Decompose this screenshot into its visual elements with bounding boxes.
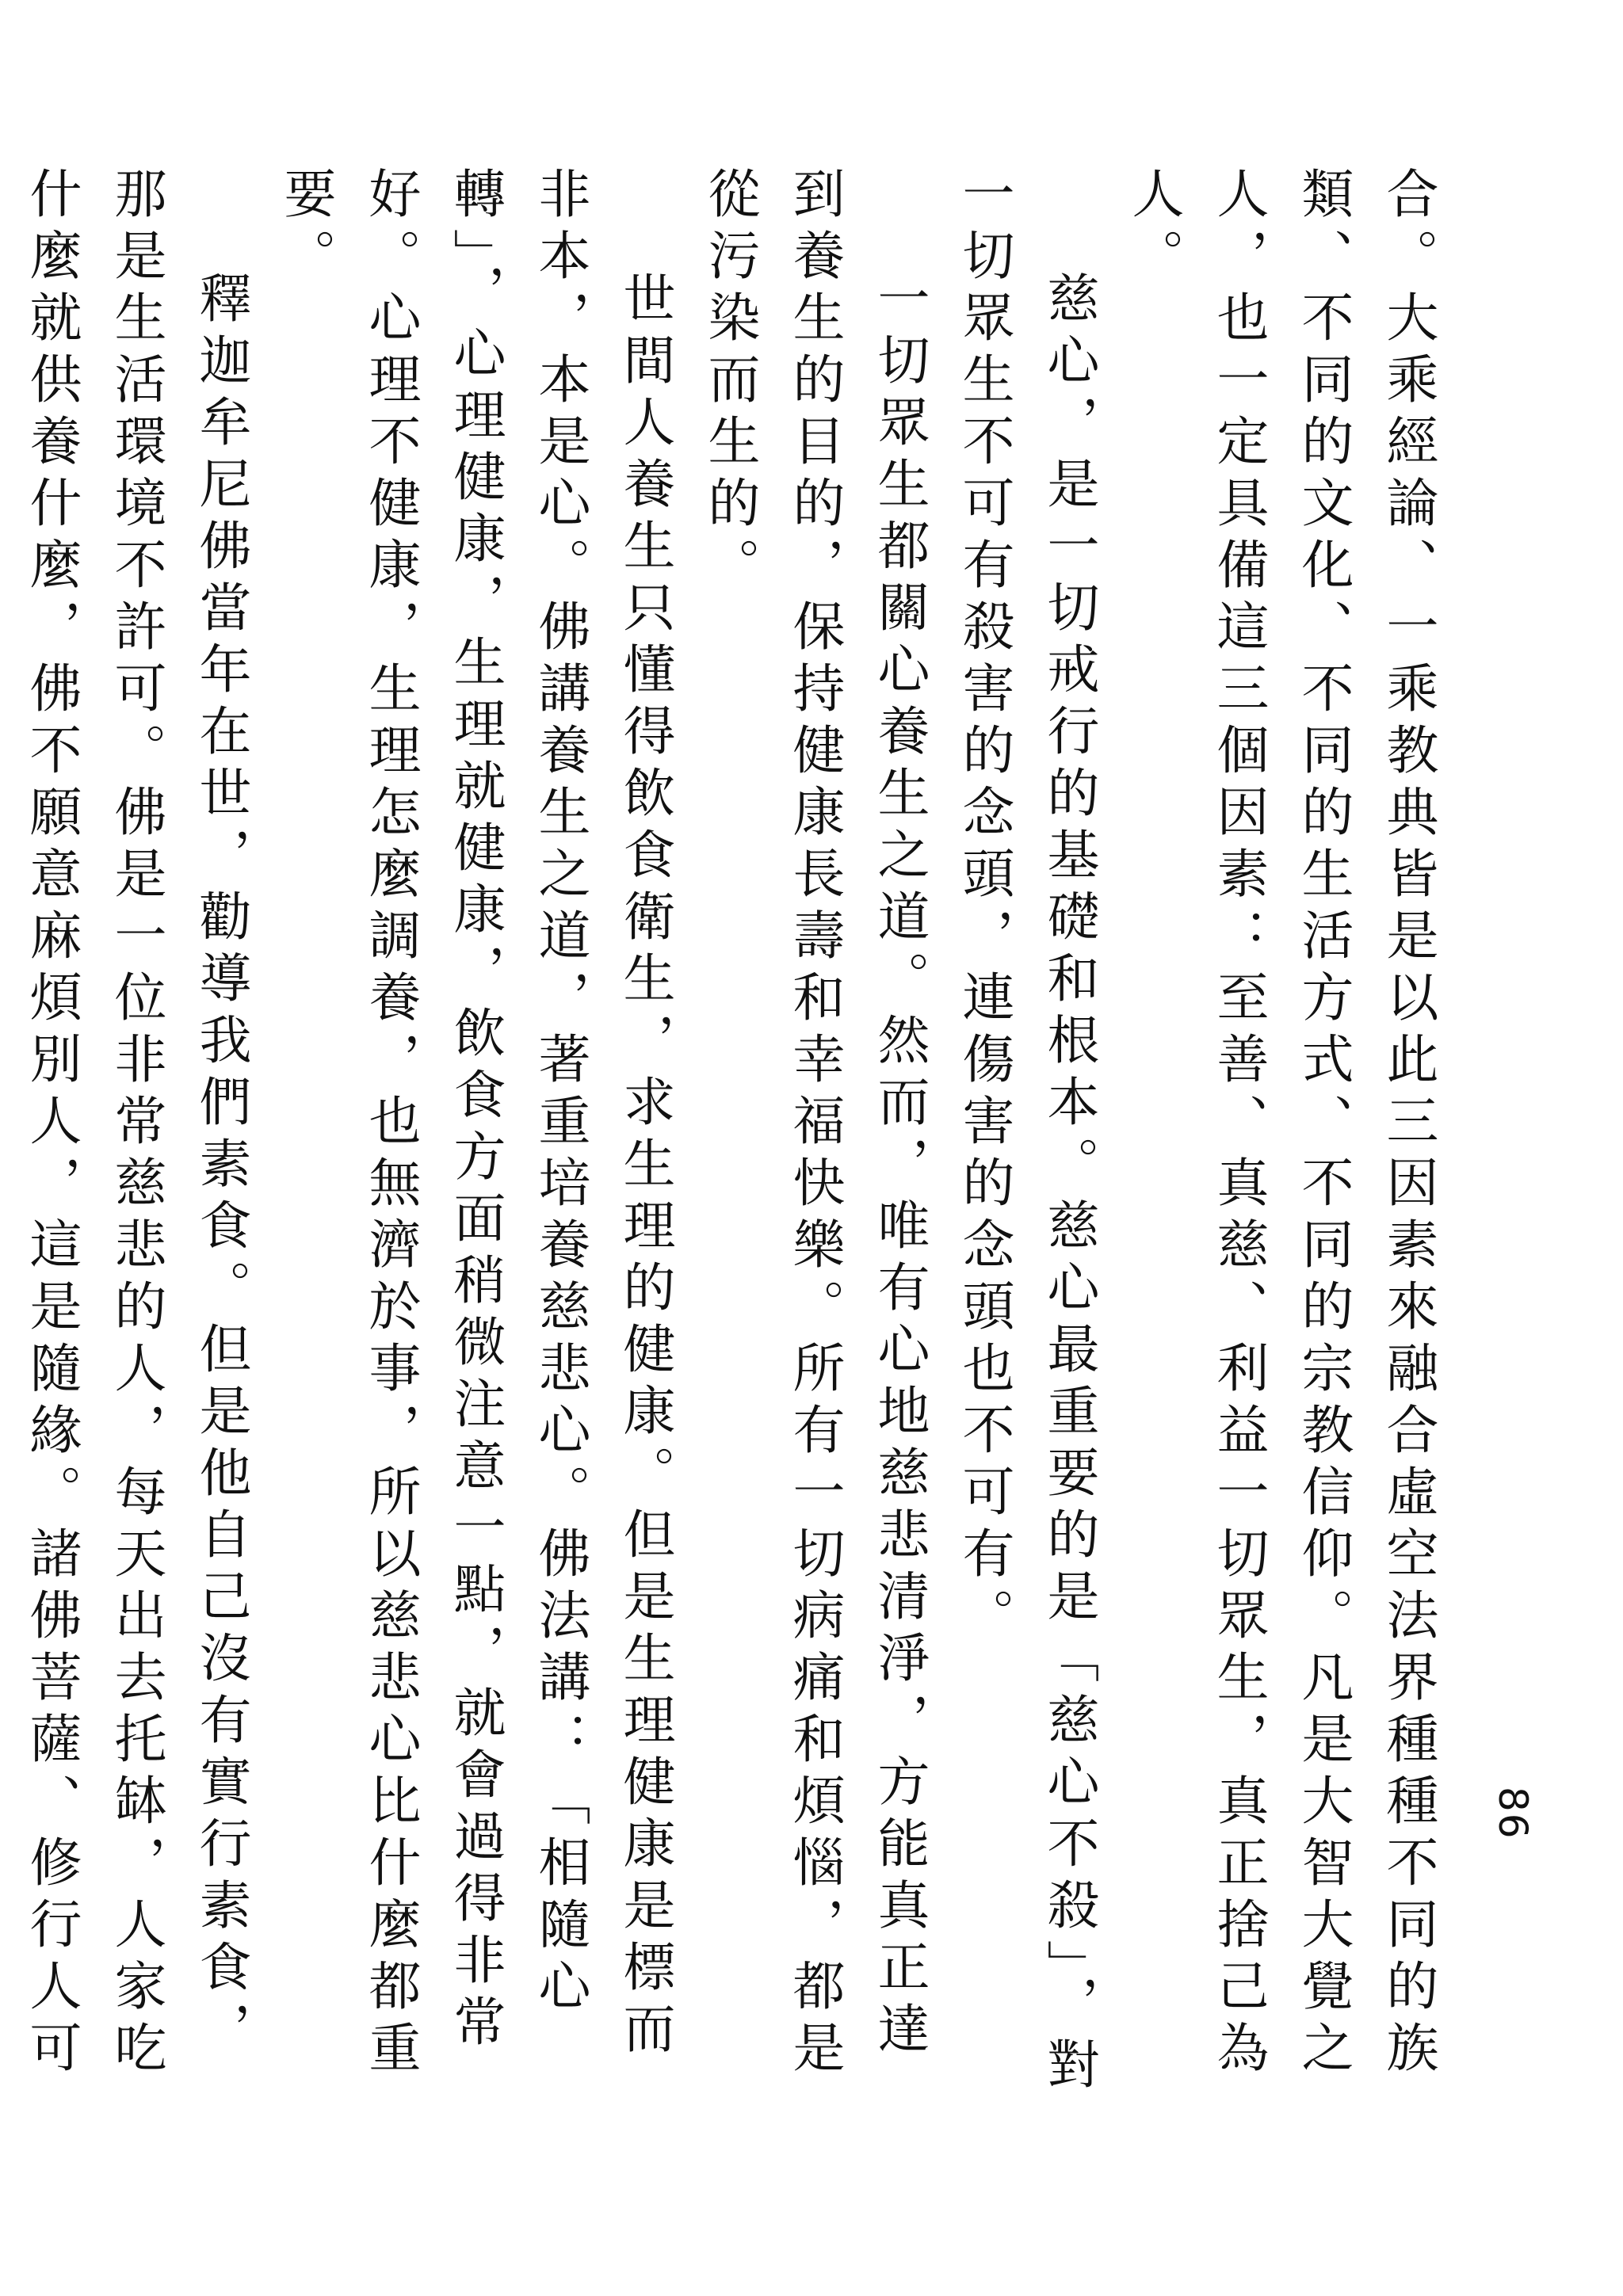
paragraph: 一切眾生都關心養生之道。然而，唯有心地慈悲清淨，方能真正達到養生的目的，保持健康長壽和幸福快樂。所有一切病痛和煩惱，都是從污染而生的。 (699, 166, 930, 2082)
paragraph: 慈心，是一切戒行的基礎和根本。慈心最重要的是「慈心不殺」，對一切眾生不可有殺害的念頭，連傷害的念頭也不可有。 (953, 166, 1099, 2099)
paragraph: 世間人養生只懂得飲食衛生，求生理的健康。但是生理健康是標而非本，本是心。佛講養生之道，著重培養慈悲心。佛法講：「相隨心轉」，心理健康，生理就健康，飲食方面稍微注意一點，就會過得非常好。心理不健康，生理怎麼調養，也無濟於事，所以慈悲心比什麼都重要。 (275, 166, 675, 2082)
paragraph: 釋迦牟尼佛當年在世，勸導我們素食。但是他自己沒有實行素食，那是生活環境不許可。佛是一位非常慈悲的人，每天出去托缽，人家吃什麼就供養什麼，佛不願意麻煩別人，這是隨緣。諸佛菩薩、修行人可 (21, 166, 251, 2082)
page-number: 86 (1490, 1787, 1536, 1840)
body-text (21, 166, 1450, 2100)
paragraph-continued: 合。大乘經論、一乘教典皆是以此三因素來融合虛空法界種種不同的族類、不同的文化、不同的生活方式、不同的宗教信仰。凡是大智大覺之人，也一定具備這三個因素：至善、真慈、利益一切眾生，真正捨己為人。 (1123, 166, 1438, 2082)
